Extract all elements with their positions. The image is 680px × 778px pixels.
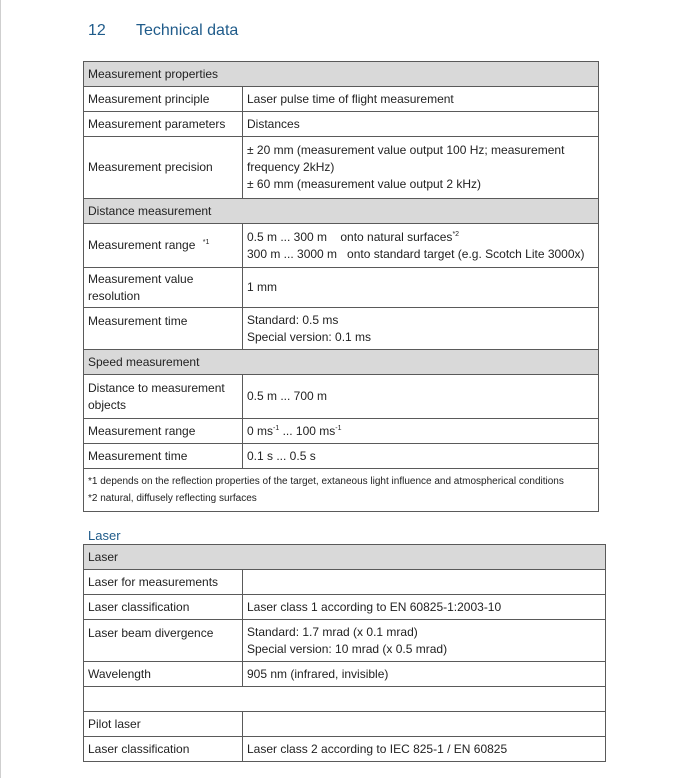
page-heading: [88, 22, 238, 40]
value-line: Special version: 0.1 ms: [247, 329, 372, 344]
row-key: Measurement parameters: [84, 112, 243, 137]
technical-data-table: [83, 61, 599, 512]
table-row: [84, 268, 599, 308]
footnote: *2 natural, diffusely reflecting surfaces: [88, 493, 257, 504]
row-value: Distances: [243, 112, 599, 137]
value-line: ± 60 mm (measurement value output 2 kHz): [247, 177, 482, 191]
row-value: [243, 620, 606, 662]
laser-section-title: Laser: [88, 528, 121, 543]
table-row: [84, 419, 599, 444]
table-row: [84, 737, 606, 762]
row-key: Measurement value resolution: [84, 268, 243, 308]
table-row: [84, 112, 599, 137]
row-value: [243, 419, 599, 444]
row-value: [243, 224, 599, 268]
row-key: Pilot laser: [84, 712, 243, 737]
row-key: Laser beam divergence: [84, 620, 243, 662]
value-text: 0.5 m ... 300 m onto natural surfaces: [247, 229, 453, 244]
footnote-ref: *2: [452, 230, 460, 238]
section-header-row: [84, 350, 599, 375]
row-key: Measurement precision: [84, 137, 243, 199]
table-row: [84, 570, 606, 595]
unit-exponent: -1: [335, 424, 342, 432]
row-key-text: Measurement range: [88, 238, 196, 252]
value-text: ... 100 ms: [279, 423, 336, 438]
value-line: ± 20 mm (measurement value output 100 Hz; measurement frequency 2kHz): [247, 143, 565, 174]
empty-row: [84, 687, 606, 712]
table-row: [84, 595, 606, 620]
row-value: [243, 308, 599, 350]
row-value: 1 mm: [243, 268, 599, 308]
row-key: Distance to measurement objects: [84, 375, 243, 419]
table-row: [84, 712, 606, 737]
value-line: Standard: 0.5 ms: [247, 312, 339, 327]
footnote-ref: *1: [202, 239, 210, 246]
row-value: [243, 137, 599, 199]
row-value: 0.5 m ... 700 m: [243, 375, 599, 419]
row-value: [243, 570, 606, 595]
section-header-row: [84, 545, 606, 570]
row-key: Laser classification: [84, 737, 243, 762]
section-title: Speed measurement: [84, 350, 599, 375]
row-key: Wavelength: [84, 662, 243, 687]
row-key: Measurement time: [84, 444, 243, 469]
row-value: Laser class 1 according to EN 60825-1:2003-10: [243, 595, 606, 620]
section-title: Distance measurement: [84, 199, 599, 224]
row-key: Measurement time: [84, 308, 243, 350]
value-line: [247, 229, 594, 246]
row-key: [84, 224, 243, 268]
row-key: Measurement principle: [84, 87, 243, 112]
value-line: Standard: 1.7 mrad (x 0.1 mrad): [247, 624, 418, 639]
row-value: [243, 712, 606, 737]
row-value: 905 nm (infrared, invisible): [243, 662, 606, 687]
table-row: [84, 224, 599, 268]
section-header-row: [84, 62, 599, 87]
chapter-number: 12: [88, 22, 106, 39]
table-row: [84, 137, 599, 199]
section-title: Measurement properties: [84, 62, 599, 87]
table-row: [84, 687, 606, 712]
section-title: Laser: [84, 545, 606, 570]
footnote: *1 depends on the reflection properties of the target, extaneous light influence and atmospherical conditions: [88, 476, 564, 487]
value-text: 0 ms: [247, 423, 274, 438]
unit-exponent: -1: [273, 424, 280, 432]
page-left-border: [0, 0, 1, 778]
value-line: Special version: 10 mrad (x 0.5 mrad): [247, 641, 448, 656]
row-value: 0.1 s ... 0.5 s: [243, 444, 599, 469]
table-row: [84, 662, 606, 687]
section-header-row: [84, 199, 599, 224]
row-key: Laser classification: [84, 595, 243, 620]
row-value: Laser pulse time of flight measurement: [243, 87, 599, 112]
table-row: [84, 308, 599, 350]
row-value: Laser class 2 according to IEC 825-1 / EN 60825: [243, 737, 606, 762]
footnotes: [84, 469, 599, 512]
value-line: 300 m ... 3000 m onto standard target (e.g. Scotch Lite 3000x): [247, 246, 585, 261]
row-key: Laser for measurements: [84, 570, 243, 595]
chapter-title: Technical data: [136, 22, 239, 39]
table-row: [84, 87, 599, 112]
footnote-row: [84, 469, 599, 512]
row-key: Measurement range: [84, 419, 243, 444]
table-row: [84, 444, 599, 469]
laser-table: [83, 544, 606, 762]
table-row: [84, 620, 606, 662]
table-row: [84, 375, 599, 419]
